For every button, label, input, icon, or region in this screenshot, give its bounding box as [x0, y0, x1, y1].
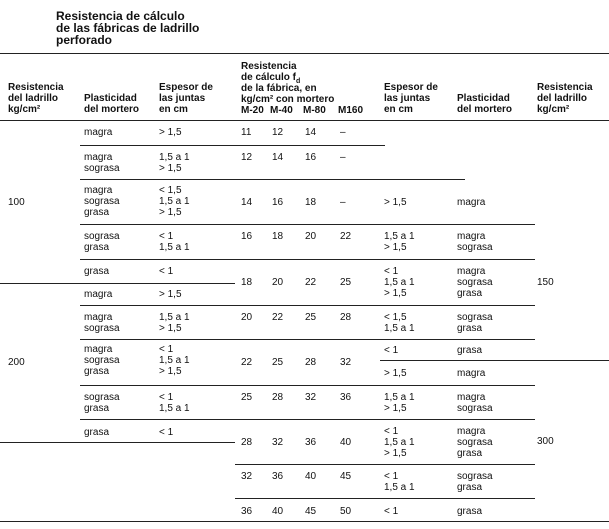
rule-value-row [235, 419, 535, 420]
value-cell: 14 [241, 197, 253, 208]
right-esp: 1,5 a 1 > 1,5 [384, 231, 415, 253]
value-cell: 28 [241, 437, 253, 448]
rule-value-row [235, 339, 535, 340]
left-plast: magra [84, 289, 113, 300]
rule-value-row [235, 259, 535, 260]
resistencia-right-300: 300 [537, 436, 554, 447]
value-cell: 12 [272, 127, 284, 138]
rule-left-row [80, 385, 235, 386]
value-cell: 36 [272, 471, 284, 482]
right-plast: sograsa grasa [457, 312, 493, 334]
value-cell: 22 [340, 231, 352, 242]
rule-bottom [0, 521, 609, 522]
value-cell: 32 [340, 357, 352, 368]
value-cell: – [340, 152, 346, 163]
value-cell: 25 [241, 392, 253, 403]
value-cell: 28 [272, 392, 284, 403]
rule-left-row [80, 339, 235, 340]
left-esp: > 1,5 [159, 289, 182, 300]
left-plast: magra sograsa grasa [84, 185, 120, 218]
value-cell: 18 [305, 197, 317, 208]
value-cell: 20 [305, 231, 317, 242]
rule-value-row [235, 179, 465, 180]
rule-left-row [80, 419, 235, 420]
header-calculo-rest: de la fábrica, en kg/cm² con mortero [241, 83, 335, 105]
rule-value-row [235, 385, 535, 386]
rule-left-row [80, 179, 235, 180]
value-cell: 25 [272, 357, 284, 368]
value-cell: 40 [305, 471, 317, 482]
right-esp: < 1 [384, 345, 399, 356]
value-cell: 36 [241, 506, 253, 517]
left-esp: 1,5 a 1 > 1,5 [159, 312, 190, 334]
header-m160: M160 [338, 105, 364, 116]
value-cell: – [340, 127, 346, 138]
value-cell: 22 [305, 277, 317, 288]
value-cell: 32 [305, 392, 317, 403]
left-plast: grasa [84, 266, 110, 277]
value-cell: 20 [272, 277, 284, 288]
rule-header-bottom [0, 120, 609, 121]
rule-left-row [80, 145, 235, 146]
rule-left-row [80, 305, 235, 306]
left-plast: magra sograsa [84, 152, 120, 174]
rule-block-separator [0, 283, 235, 284]
left-plast: sograsa grasa [84, 231, 120, 253]
left-plast: magra [84, 127, 113, 138]
left-esp: > 1,5 [159, 127, 182, 138]
value-cell: 18 [241, 277, 253, 288]
value-cell: 40 [340, 437, 352, 448]
value-cell: 45 [340, 471, 352, 482]
header-resistencia-left: Resistencia del ladrillo kg/cm² [8, 82, 64, 115]
rule-left-row [80, 259, 235, 260]
right-plast: magra [457, 368, 486, 379]
resistencia-left-100: 100 [8, 197, 25, 208]
left-plast: magra sograsa grasa [84, 344, 120, 377]
value-cell: 28 [340, 312, 352, 323]
right-plast: sograsa grasa [457, 471, 493, 493]
header-m40: M-40 [270, 105, 293, 116]
right-esp: < 1 [384, 506, 399, 517]
value-cell: 36 [340, 392, 352, 403]
value-cell: 18 [272, 231, 284, 242]
value-cell: 22 [272, 312, 284, 323]
header-espesor-left: Espesor de las juntas en cm [159, 82, 213, 115]
header-m20: M-20 [241, 105, 264, 116]
right-esp: > 1,5 [384, 197, 407, 208]
header-espesor-right: Espesor de las juntas en cm [384, 82, 438, 115]
value-cell: 16 [241, 231, 253, 242]
value-cell: 12 [241, 152, 253, 163]
header-calculo-main: Resistencia de cálculo f [241, 61, 297, 83]
value-cell: 11 [241, 127, 252, 138]
value-cell: 36 [305, 437, 317, 448]
left-esp: < 1 [159, 427, 174, 438]
value-cell: 45 [305, 506, 317, 517]
value-cell: 25 [305, 312, 317, 323]
header-plasticidad-left: Plasticidad del mortero [84, 93, 140, 115]
right-esp: < 1,5 1,5 a 1 [384, 312, 415, 334]
right-plast: magra sograsa [457, 392, 493, 414]
rule-block-separator [0, 442, 235, 443]
rule-header-top [0, 53, 609, 54]
value-cell: 25 [340, 277, 352, 288]
left-plast: magra sograsa [84, 312, 120, 334]
right-esp: > 1,5 [384, 368, 407, 379]
right-plast: magra sograsa grasa [457, 266, 493, 299]
rule-value-row [235, 305, 535, 306]
left-plast: sograsa grasa [84, 392, 120, 414]
value-cell: – [340, 197, 346, 208]
right-plast: magra sograsa grasa [457, 426, 493, 459]
header-plasticidad-right: Plasticidad del mortero [457, 93, 513, 115]
right-plast: grasa [457, 345, 483, 356]
right-esp: 1,5 a 1 > 1,5 [384, 392, 415, 414]
rule-left-row [80, 224, 235, 225]
left-esp: < 1 1,5 a 1 [159, 392, 190, 414]
left-esp: < 1 [159, 266, 174, 277]
right-esp: < 1 1,5 a 1 > 1,5 [384, 266, 415, 299]
page-title: Resistencia de cálculo de las fábricas de ladrillo perforado [56, 9, 200, 47]
right-esp: < 1 1,5 a 1 > 1,5 [384, 426, 415, 459]
rule-value-row [235, 224, 535, 225]
value-cell: 22 [241, 357, 253, 368]
header-m80: M-80 [303, 105, 326, 116]
right-plast: magra [457, 197, 486, 208]
value-cell: 14 [305, 127, 317, 138]
value-cell: 16 [272, 197, 284, 208]
value-cell: 40 [272, 506, 284, 517]
left-esp: < 1 1,5 a 1 [159, 231, 190, 253]
rule-value-row [235, 145, 385, 146]
value-cell: 32 [241, 471, 253, 482]
right-esp: < 1 1,5 a 1 [384, 471, 415, 493]
left-esp: < 1 1,5 a 1 > 1,5 [159, 344, 190, 377]
value-cell: 50 [340, 506, 352, 517]
value-cell: 32 [272, 437, 284, 448]
left-esp: 1,5 a 1 > 1,5 [159, 152, 190, 174]
rule-value-row [235, 498, 535, 499]
left-plast: grasa [84, 427, 110, 438]
value-cell: 28 [305, 357, 317, 368]
rule-right-block-separator [380, 360, 609, 361]
rule-value-row [235, 464, 535, 465]
header-resistencia-right: Resistencia del ladrillo kg/cm² [537, 82, 593, 115]
value-cell: 16 [305, 152, 317, 163]
right-plast: magra sograsa [457, 231, 493, 253]
resistencia-left-200: 200 [8, 357, 25, 368]
header-calculo-sub: d [296, 78, 301, 85]
value-cell: 14 [272, 152, 284, 163]
value-cell: 20 [241, 312, 253, 323]
left-esp: < 1,5 1,5 a 1 > 1,5 [159, 185, 190, 218]
right-plast: grasa [457, 506, 483, 517]
resistencia-right-150: 150 [537, 277, 554, 288]
